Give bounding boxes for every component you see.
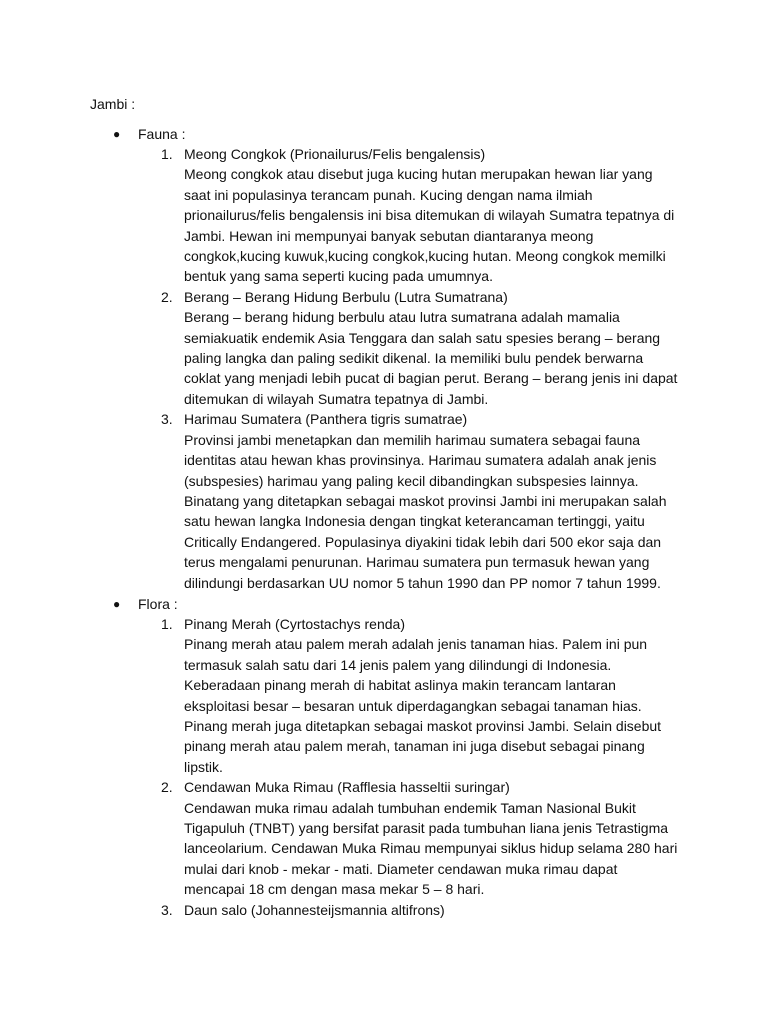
bullet-icon: ● [113, 127, 121, 141]
item-number: 3. [161, 411, 173, 428]
item-title: Meong Congkok (Prionailurus/Felis bengalensis) [184, 146, 486, 162]
item-number: 1. [161, 616, 173, 632]
list-item [0, 614, 768, 777]
section-flora [0, 594, 768, 920]
item-title: Berang – Berang Hidung Berbulu (Lutra Sumatrana) [184, 288, 508, 305]
item-number: 2. [161, 288, 173, 305]
numbered-list [0, 144, 768, 593]
list-item [0, 900, 768, 920]
item-title: Cendawan Muka Rimau (Rafflesia hasseltii suringar) [184, 779, 510, 796]
section-label: Fauna : [138, 126, 186, 142]
item-description: Pinang merah atau palem merah adalah jenis tanaman hias. Palem ini pun termasuk salah satu dari 14 jenis palem yang dilindungi di Indonesia. Keberadaan pinang merah di habitat aslinya makin terancam lantaran eksploitasi besar – besaran untuk diperdagangkan sebagai tanaman hias. Pinang merah juga ditetapkan sebagai maskot provinsi Jambi. Selain disebut pinang merah atau palem merah, tanaman ini juga disebut sebagai pinang lipstik. [184, 636, 662, 775]
section-label: Flora : [138, 596, 178, 612]
document-title: Jambi : [90, 96, 136, 112]
list-item [0, 777, 768, 899]
numbered-list [0, 614, 768, 920]
bullet-icon: ● [113, 597, 121, 611]
item-description: Provinsi jambi menetapkan dan memilih harimau sumatera sebagai fauna identitas atau hewan khas provinsinya. Harimau sumatera adalah anak jenis (subspesies) harimau yang paling kecil dibandingkan subspesies lainnya. Binatang yang ditetapkan sebagai maskot provinsi Jambi ini merupakan salah satu hewan langka Indonesia dengan tingkat keterancaman tertinggi, yaitu Critically Endangered. Populasinya diyakini tidak lebih dari 500 ekor saja dan terus mengalami penurunan. Harimau sumatera pun termasuk hewan yang dilindungi berdasarkan UU nomor 5 tahun 1990 dan PP nomor 7 tahun 1999. [184, 431, 667, 591]
item-number: 1. [161, 146, 173, 162]
item-title: Harimau Sumatera (Panthera tigris sumatrae) [184, 411, 468, 428]
list-item [0, 409, 768, 593]
section-fauna [0, 124, 768, 593]
list-item [0, 287, 768, 409]
item-description: Cendawan muka rimau adalah tumbuhan endemik Taman Nasional Bukit Tigapuluh (TNBT) yang bersifat parasit pada tumbuhan liana jenis Tetrastigma lanceolarium. Cendawan Muka Rimau mempunyai siklus hidup selama 280 hari mulai dari knob - mekar - mati. Diameter cendawan muka rimau dapat mencapai 18 cm dengan masa mekar 5 – 8 hari. [184, 799, 678, 898]
item-number: 2. [161, 779, 173, 796]
item-description: Berang – berang hidung berbulu atau lutra sumatrana adalah mamalia semiakuatik endemik Asia Tenggara dan salah satu spesies berang – berang paling langka dan paling sedikit dikenal. Ia memiliki bulu pendek berwarna coklat yang menjadi lebih pucat di bagian perut. Berang – berang jenis ini dapat ditemukan di wilayah Sumatra tepatnya di Jambi. [184, 309, 678, 407]
item-title: Pinang Merah (Cyrtostachys renda) [184, 616, 405, 632]
item-description: Meong congkok atau disebut juga kucing hutan merupakan hewan liar yang saat ini populasinya terancam punah. Kucing dengan nama ilmiah prionailurus/felis bengalensis ini bisa ditemukan di wilayah Sumatra tepatnya di Jambi. Hewan ini mempunyai banyak sebutan diantaranya meong congkok,kucing kuwuk,kucing congkok,kucing hutan. Meong congkok memilki bentuk yang sama seperti kucing pada umumnya. [184, 166, 675, 285]
item-number: 3. [161, 901, 173, 918]
section-header [0, 124, 768, 144]
section-header [0, 594, 768, 614]
list-item [0, 144, 768, 287]
item-title: Daun salo (Johannesteijsmannia altifrons) [184, 901, 445, 918]
